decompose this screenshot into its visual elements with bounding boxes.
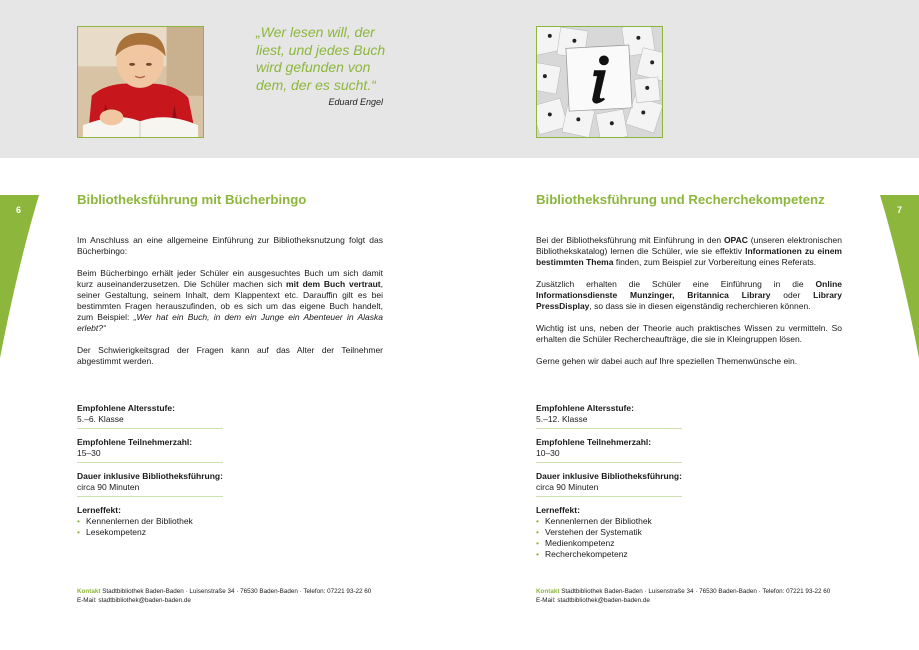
contact-address: Stadtbibliothek Baden-Baden · Luisenstraße 34 · 76530 Baden-Baden · Telefon: 07221 93-22 60 [559, 588, 831, 595]
list-item: • Kennenlernen der Bibliothek [77, 516, 193, 526]
list-item: • Recherchekompetenz [536, 549, 628, 559]
bullet-icon: • [536, 527, 539, 537]
left-paragraph-1: Im Anschluss an eine allgemeine Einführung zur Bibliotheksnutzung folgt das Bücherbingo: [77, 235, 383, 256]
page-number-left: 6 [16, 205, 22, 215]
left-age-item [77, 403, 223, 429]
right-paragraph-3: Wichtig ist uns, neben der Theorie auch praktisches Wissen zu vermitteln. So erhalten die Schüler Rechercheaufträge, die sie in Kleingruppen lösen. [536, 323, 842, 344]
left-participants-item [77, 437, 223, 463]
list-item: • Medienkompetenz [536, 538, 615, 548]
left-duration-item [77, 471, 223, 497]
page-tab-left [0, 195, 40, 360]
right-paragraph-4: Gerne gehen wir dabei auch auf Ihre speziellen Themenwünsche ein. [536, 356, 798, 366]
duration-value: circa 90 Minuten [536, 482, 599, 492]
left-paragraph-3: Der Schwierigkeitsgrad der Fragen kann auf das Alter der Teilnehmer abgestimmt werden. [77, 345, 383, 366]
right-body-text [536, 235, 842, 378]
bullet-icon: • [536, 516, 539, 526]
right-page-title: Bibliotheksführung und Recherchekompetenz [536, 192, 825, 207]
participants-value: 15–30 [77, 448, 101, 458]
quote-line-3: wird gefunden von [256, 59, 371, 75]
bullet-icon: • [536, 538, 539, 548]
duration-label: Dauer inklusive Bibliotheksführung: [77, 471, 223, 481]
duration-label: Dauer inklusive Bibliotheksführung: [536, 471, 682, 481]
contact-label: Kontakt [536, 588, 560, 595]
right-duration-item [536, 471, 682, 497]
page-number-right: 7 [897, 205, 903, 215]
bullet-icon: • [77, 516, 80, 526]
bullet-icon: • [77, 527, 80, 537]
list-item: • Verstehen der Systematik [536, 527, 642, 537]
contact-label: Kontakt [77, 588, 101, 595]
list-item: • Lesekompetenz [77, 527, 147, 537]
age-label: Empfohlene Altersstufe: [536, 403, 634, 413]
list-item: • Kennenlernen der Bibliothek [536, 516, 652, 526]
right-participants-item [536, 437, 682, 463]
quote-line-2: liest, und jedes Buch [256, 41, 386, 58]
right-contact [536, 587, 830, 605]
age-value: 5.–6. Klasse [77, 414, 124, 424]
effect-label: Lerneffekt: [77, 505, 121, 515]
left-paragraph-2: Beim Bücherbingo erhält jeder Schüler ein ausgesuchtes Buch um sich damit kurz auseinanderzusetzen. Die Schüler machen sich mit dem Buch vertraut, seiner Gestaltung, seinem Inhalt, dem Klappentext etc. Darauffin gilt es bei bestimmten Fragen herauszufinden, ob es sich um das eigene Buch handelt, zum Beispiel: „Wer hat ein Buch, in dem ein Junge ein Abenteuer in Alaska erlebt?“ [77, 268, 383, 333]
right-paragraph-2: Zusätzlich erhalten die Schüler eine Einführung in die Online Informationsdienste Munzinger, Britannica Library oder Library PressDisplay, so dass sie in diesen eigenständig recherchieren können. [536, 279, 842, 311]
participants-label: Empfohlene Teilnehmerzahl: [536, 437, 652, 447]
right-effect-item [536, 505, 682, 560]
effect-label: Lerneffekt: [536, 505, 580, 515]
quote [256, 24, 396, 94]
boy-reading-photo [77, 26, 204, 138]
info-photo [536, 26, 663, 138]
effect-list [77, 516, 223, 538]
right-age-item [536, 403, 682, 429]
left-effect-item [77, 505, 223, 538]
left-body-text [77, 235, 383, 378]
contact-address: Stadtbibliothek Baden-Baden · Luisenstraße 34 · 76530 Baden-Baden · Telefon: 07221 93-22 60 [100, 588, 372, 595]
participants-label: Empfohlene Teilnehmerzahl: [77, 437, 193, 447]
contact-email[interactable]: E-Mail: stadtbibliothek@baden-baden.de [77, 597, 191, 604]
right-info-block [536, 403, 682, 560]
duration-value: circa 90 Minuten [77, 482, 140, 492]
page-tab-right [879, 195, 919, 360]
age-label: Empfohlene Altersstufe: [77, 403, 175, 413]
participants-value: 10–30 [536, 448, 560, 458]
left-page-title: Bibliotheksführung mit Bücherbingo [77, 192, 307, 207]
quote-line-1: „Wer lesen will, der [256, 24, 375, 40]
bullet-icon: • [536, 549, 539, 559]
right-paragraph-1: Bei der Bibliotheksführung mit Einführung in den OPAC (unseren elektronischen Bibliothekskatalog) lernen die Schüler, wie sie effektiv Informationen zu einem bestimmten Thema finden, zum Beispiel zur Vorbereitung eines Referats. [536, 235, 842, 267]
quote-line-4: dem, der es sucht.“ [256, 76, 376, 93]
age-value: 5.–12. Klasse [536, 414, 588, 424]
contact-email[interactable]: E-Mail: stadtbibliothek@baden-baden.de [536, 597, 650, 604]
effect-list [536, 516, 682, 560]
quote-author: Eduard Engel [328, 97, 383, 107]
left-contact [77, 587, 371, 605]
left-info-block [77, 403, 223, 538]
